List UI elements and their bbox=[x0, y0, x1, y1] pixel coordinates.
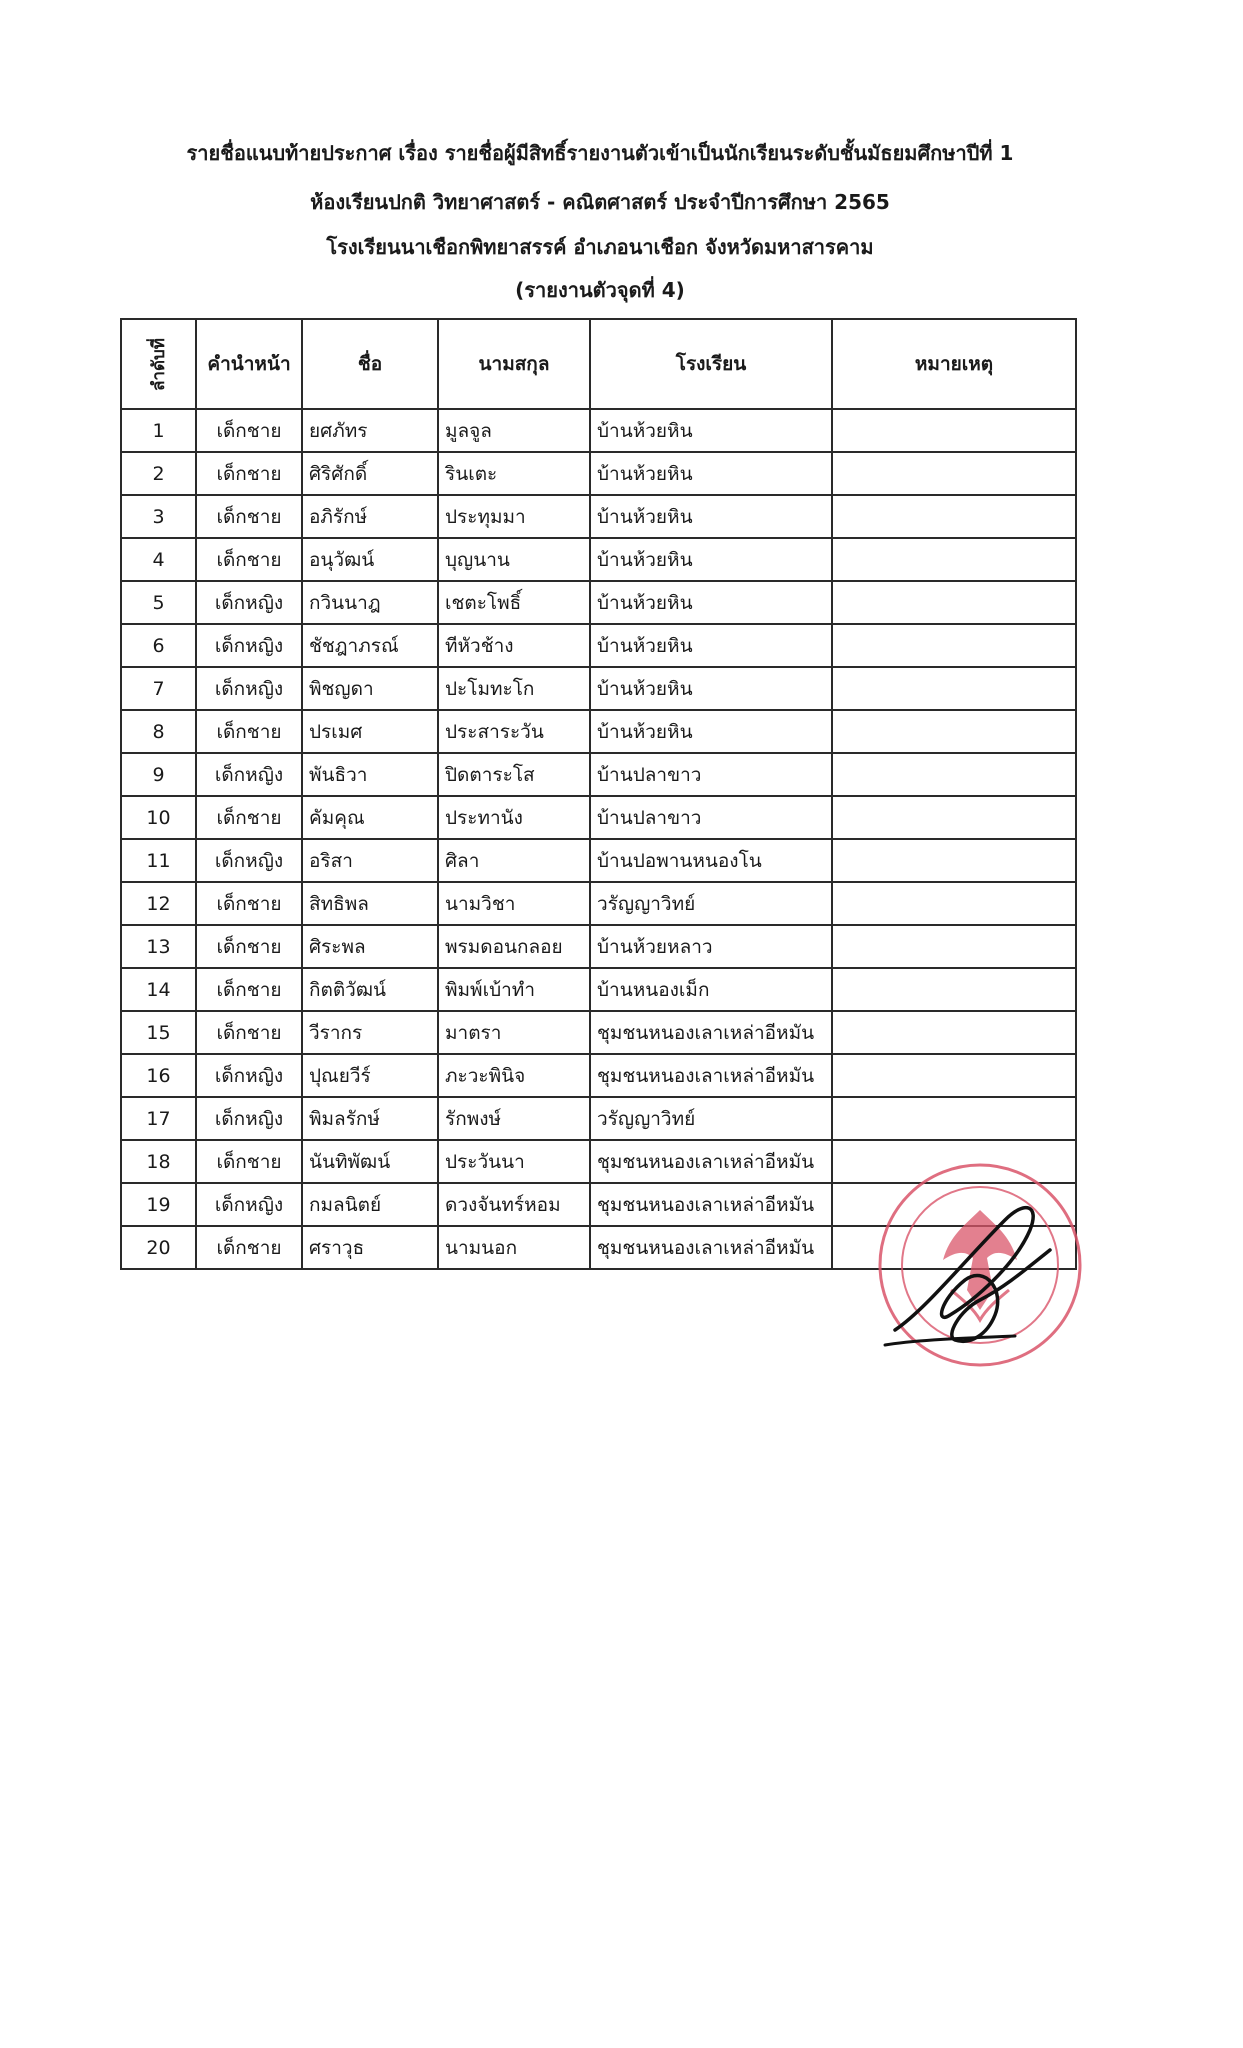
table-row bbox=[121, 624, 1076, 667]
table-row bbox=[121, 1011, 1076, 1054]
row-prefix: เด็กหญิง bbox=[196, 624, 302, 667]
row-school: บ้านห้วยหิน bbox=[590, 538, 832, 581]
header-first-name: ชื่อ bbox=[302, 319, 438, 409]
row-first-name: พิชญดา bbox=[302, 667, 438, 710]
row-school: บ้านห้วยหิน bbox=[590, 624, 832, 667]
row-prefix: เด็กหญิง bbox=[196, 667, 302, 710]
table-row bbox=[121, 753, 1076, 796]
row-school: วรัญญาวิทย์ bbox=[590, 882, 832, 925]
row-note bbox=[832, 925, 1076, 968]
row-number: 8 bbox=[121, 710, 196, 753]
announcement-title: รายชื่อแนบท้ายประกาศ เรื่อง รายชื่อผู้มีสิทธิ์รายงานตัวเข้าเป็นนักเรียนระดับชั้นมัธยมศึกษาปีที่ 1 bbox=[186, 141, 1014, 165]
row-first-name: อริสา bbox=[302, 839, 438, 882]
row-school: บ้านปลาขาว bbox=[590, 796, 832, 839]
row-school: บ้านห้วยหิน bbox=[590, 710, 832, 753]
program-title: ห้องเรียนปกติ วิทยาศาสตร์ - คณิตศาสตร์ ประจำปีการศึกษา 2565 bbox=[310, 190, 890, 214]
row-number: 17 bbox=[121, 1097, 196, 1140]
row-first-name: ชัชฎาภรณ์ bbox=[302, 624, 438, 667]
row-first-name: นันทิพัฒน์ bbox=[302, 1140, 438, 1183]
row-last-name: ประสาระวัน bbox=[438, 710, 590, 753]
table-row bbox=[121, 495, 1076, 538]
row-note bbox=[832, 495, 1076, 538]
row-school: ชุมชนหนองเลาเหล่าอีหมัน bbox=[590, 1011, 832, 1054]
row-first-name: ศิระพล bbox=[302, 925, 438, 968]
row-last-name: พรมดอนกลอย bbox=[438, 925, 590, 968]
row-prefix: เด็กหญิง bbox=[196, 1097, 302, 1140]
table-row bbox=[121, 710, 1076, 753]
row-number: 3 bbox=[121, 495, 196, 538]
row-number: 1 bbox=[121, 409, 196, 452]
row-first-name: ยศภัทร bbox=[302, 409, 438, 452]
row-last-name: ประวันนา bbox=[438, 1140, 590, 1183]
row-note bbox=[832, 624, 1076, 667]
row-prefix: เด็กชาย bbox=[196, 538, 302, 581]
row-school: บ้านห้วยหิน bbox=[590, 452, 832, 495]
row-note bbox=[832, 667, 1076, 710]
table-row bbox=[121, 409, 1076, 452]
row-note bbox=[832, 1054, 1076, 1097]
row-last-name: รินเตะ bbox=[438, 452, 590, 495]
table-header-row bbox=[121, 319, 1076, 409]
row-school: บ้านห้วยหิน bbox=[590, 581, 832, 624]
row-note bbox=[832, 581, 1076, 624]
row-number: 20 bbox=[121, 1226, 196, 1269]
row-prefix: เด็กชาย bbox=[196, 409, 302, 452]
row-number: 10 bbox=[121, 796, 196, 839]
row-prefix: เด็กชาย bbox=[196, 968, 302, 1011]
table-row bbox=[121, 1054, 1076, 1097]
student-list-table bbox=[120, 318, 1077, 1270]
school-title: โรงเรียนนาเชือกพิทยาสรรค์ อำเภอนาเชือก จังหวัดมหาสารคาม bbox=[326, 235, 874, 259]
row-prefix: เด็กหญิง bbox=[196, 753, 302, 796]
row-number: 7 bbox=[121, 667, 196, 710]
row-prefix: เด็กชาย bbox=[196, 1140, 302, 1183]
table-row bbox=[121, 882, 1076, 925]
row-last-name: ประทุมมา bbox=[438, 495, 590, 538]
table-row bbox=[121, 452, 1076, 495]
row-last-name: มาตรา bbox=[438, 1011, 590, 1054]
row-number: 13 bbox=[121, 925, 196, 968]
row-number: 11 bbox=[121, 839, 196, 882]
row-last-name: ปิดตาระโส bbox=[438, 753, 590, 796]
row-last-name: มูลจูล bbox=[438, 409, 590, 452]
row-last-name: ศิลา bbox=[438, 839, 590, 882]
row-prefix: เด็กชาย bbox=[196, 710, 302, 753]
header-last-name: นามสกุล bbox=[438, 319, 590, 409]
row-last-name: นามนอก bbox=[438, 1226, 590, 1269]
row-number: 4 bbox=[121, 538, 196, 581]
row-prefix: เด็กชาย bbox=[196, 796, 302, 839]
row-first-name: สิทธิพล bbox=[302, 882, 438, 925]
table-row bbox=[121, 925, 1076, 968]
row-prefix: เด็กชาย bbox=[196, 925, 302, 968]
row-school: บ้านห้วยหิน bbox=[590, 495, 832, 538]
table-row bbox=[121, 796, 1076, 839]
table-row bbox=[121, 538, 1076, 581]
row-last-name: รักพงษ์ bbox=[438, 1097, 590, 1140]
row-number: 15 bbox=[121, 1011, 196, 1054]
row-first-name: วีรากร bbox=[302, 1011, 438, 1054]
row-note bbox=[832, 839, 1076, 882]
row-first-name: กวินนาฎ bbox=[302, 581, 438, 624]
row-last-name: นามวิชา bbox=[438, 882, 590, 925]
row-note bbox=[832, 710, 1076, 753]
table-row bbox=[121, 581, 1076, 624]
row-first-name: พันธิวา bbox=[302, 753, 438, 796]
row-last-name: ภะวะพินิจ bbox=[438, 1054, 590, 1097]
row-number: 12 bbox=[121, 882, 196, 925]
row-number: 9 bbox=[121, 753, 196, 796]
row-prefix: เด็กชาย bbox=[196, 452, 302, 495]
row-number: 18 bbox=[121, 1140, 196, 1183]
row-last-name: ทีหัวช้าง bbox=[438, 624, 590, 667]
table-row bbox=[121, 667, 1076, 710]
row-first-name: กิตติวัฒน์ bbox=[302, 968, 438, 1011]
row-last-name: ปะโมทะโก bbox=[438, 667, 590, 710]
row-number: 5 bbox=[121, 581, 196, 624]
row-note bbox=[832, 882, 1076, 925]
row-school: ชุมชนหนองเลาเหล่าอีหมัน bbox=[590, 1183, 832, 1226]
row-prefix: เด็กชาย bbox=[196, 882, 302, 925]
row-school: บ้านห้วยหลาว bbox=[590, 925, 832, 968]
row-school: บ้านหนองเม็ก bbox=[590, 968, 832, 1011]
header-order: ลำดับที่ bbox=[121, 319, 196, 409]
row-school: บ้านปลาขาว bbox=[590, 753, 832, 796]
row-note bbox=[832, 1011, 1076, 1054]
report-point-title: (รายงานตัวจุดที่ 4) bbox=[515, 278, 685, 302]
row-school: บ้านห้วยหิน bbox=[590, 667, 832, 710]
row-last-name: บุญนาน bbox=[438, 538, 590, 581]
row-school: ชุมชนหนองเลาเหล่าอีหมัน bbox=[590, 1140, 832, 1183]
row-note bbox=[832, 968, 1076, 1011]
table-row bbox=[121, 968, 1076, 1011]
row-prefix: เด็กหญิง bbox=[196, 839, 302, 882]
row-last-name: เชตะโพธิ์ bbox=[438, 581, 590, 624]
row-school: ชุมชนหนองเลาเหล่าอีหมัน bbox=[590, 1226, 832, 1269]
row-number: 16 bbox=[121, 1054, 196, 1097]
header-prefix: คำนำหน้า bbox=[196, 319, 302, 409]
row-prefix: เด็กชาย bbox=[196, 1011, 302, 1054]
row-prefix: เด็กหญิง bbox=[196, 1183, 302, 1226]
header-school: โรงเรียน bbox=[590, 319, 832, 409]
row-school: ชุมชนหนองเลาเหล่าอีหมัน bbox=[590, 1054, 832, 1097]
row-first-name: ศราวุธ bbox=[302, 1226, 438, 1269]
row-number: 6 bbox=[121, 624, 196, 667]
row-note bbox=[832, 538, 1076, 581]
row-number: 2 bbox=[121, 452, 196, 495]
row-note bbox=[832, 796, 1076, 839]
table-row bbox=[121, 1097, 1076, 1140]
row-note bbox=[832, 452, 1076, 495]
row-first-name: คัมคุณ bbox=[302, 796, 438, 839]
row-prefix: เด็กหญิง bbox=[196, 581, 302, 624]
row-prefix: เด็กชาย bbox=[196, 495, 302, 538]
row-first-name: ปรเมศ bbox=[302, 710, 438, 753]
row-first-name: อนุวัฒน์ bbox=[302, 538, 438, 581]
row-school: บ้านปอพานหนองโน bbox=[590, 839, 832, 882]
row-prefix: เด็กหญิง bbox=[196, 1054, 302, 1097]
row-last-name: พิมพ์เบ้าทำ bbox=[438, 968, 590, 1011]
row-number: 14 bbox=[121, 968, 196, 1011]
row-first-name: กมลนิตย์ bbox=[302, 1183, 438, 1226]
school-seal-with-signature bbox=[855, 1140, 1105, 1390]
row-school: วรัญญาวิทย์ bbox=[590, 1097, 832, 1140]
row-prefix: เด็กชาย bbox=[196, 1226, 302, 1269]
row-school: บ้านห้วยหิน bbox=[590, 409, 832, 452]
table-row bbox=[121, 839, 1076, 882]
header-note: หมายเหตุ bbox=[832, 319, 1076, 409]
row-last-name: ประทานัง bbox=[438, 796, 590, 839]
row-first-name: อภิรักษ์ bbox=[302, 495, 438, 538]
row-first-name: พิมลรักษ์ bbox=[302, 1097, 438, 1140]
row-note bbox=[832, 409, 1076, 452]
row-number: 19 bbox=[121, 1183, 196, 1226]
row-first-name: ปุณยวีร์ bbox=[302, 1054, 438, 1097]
row-note bbox=[832, 753, 1076, 796]
row-note bbox=[832, 1097, 1076, 1140]
row-first-name: ศิริศักดิ์ bbox=[302, 452, 438, 495]
row-last-name: ดวงจันทร์หอม bbox=[438, 1183, 590, 1226]
